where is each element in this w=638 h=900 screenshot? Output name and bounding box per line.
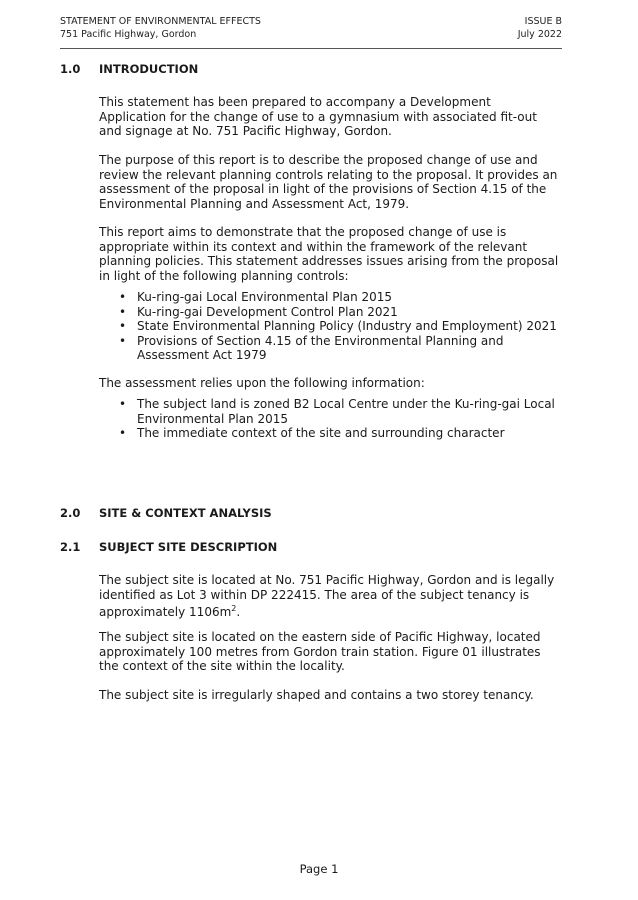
bullet-icon: • [119,304,127,319]
list-item [99,319,561,334]
section-heading-subject-site [60,540,277,554]
superscript-two: 2 [231,604,237,613]
subject-paragraph-2: The subject site is located on the eastern side of Pacific Highway, located approximately 100 metres from Gordon train station. Figure 01 illustrates the context of the site within the locality. [99,630,541,673]
list-item [99,334,561,363]
intro-paragraph-3: This report aims to demonstrate that the proposed change of use is appropriate within its context and within the framework of the relevant planning policies. This statement addresses issues arising from the proposal in light of the following planning controls: [99,225,559,283]
subject-paragraph-1 [99,573,561,620]
list-item-text: State Environmental Planning Policy (Industry and Employment) 2021 [137,319,557,333]
intro-paragraph-1: This statement has been prepared to accompany a Development Application for the change of use to a gymnasium with associated fit-out and signage at No. 751 Pacific Highway, Gordon. [99,95,537,138]
issue-label: ISSUE B [524,16,562,27]
bullet-icon: • [119,397,127,411]
section-heading-introduction [60,62,198,76]
section-number: 1.0 [60,62,81,76]
page-header [60,16,562,49]
planning-controls-list [99,290,561,363]
information-list [99,397,561,441]
bullet-icon: • [119,426,127,440]
header-right [518,16,562,41]
bullet-icon: • [119,319,127,333]
list-item-text: Ku-ring-gai Local Environmental Plan 2015 [137,290,393,304]
intro-paragraph-2: The purpose of this report is to describe the proposed change of use and review the relevant planning controls relating to the proposal. It provides an assessment of the proposal in light of the provisions of Section 4.15 of the Environmental Planning and Assessment Act, 1979. [99,153,558,211]
sentence-end: . [236,605,241,619]
site-address: 751 Pacific Highway, Gordon [60,28,197,40]
section-number: 2.0 [60,506,81,520]
document-title: STATEMENT OF ENVIRONMENTAL EFFECTS [60,16,261,27]
subject-paragraph-1-text: The subject site is located at No. 751 Pacific Highway, Gordon and is legally identified as Lot 3 within DP 222415. The area of the subject tenancy is approximately 1106m [99,573,555,619]
list-item-text: Provisions of Section 4.15 of the Environmental Planning and Assessment Act 1979 [137,333,504,362]
list-item [99,305,561,320]
intro-paragraph-4: The assessment relies upon the following information: [99,376,425,390]
list-item [99,426,561,441]
list-item-text: The subject land is zoned B2 Local Centre under the Ku-ring-gai Local Environmental Plan 2015 [137,397,555,426]
section-number: 2.1 [60,540,81,554]
issue-date: July 2022 [517,28,562,40]
bullet-icon: • [119,290,127,304]
section-title: SUBJECT SITE DESCRIPTION [99,540,278,554]
list-item-text: The immediate context of the site and surrounding character [137,426,505,440]
section-heading-site-context [60,506,272,520]
list-item [99,290,561,305]
section-title: INTRODUCTION [99,62,199,76]
list-item [99,397,561,426]
list-item-text: Ku-ring-gai Development Control Plan 2021 [137,304,398,319]
subject-paragraph-3: The subject site is irregularly shaped and contains a two storey tenancy. [99,688,534,702]
section-title: SITE & CONTEXT ANALYSIS [99,506,272,520]
header-left [60,16,261,41]
bullet-icon: • [119,333,127,348]
page-number: Page 1 [299,862,339,876]
